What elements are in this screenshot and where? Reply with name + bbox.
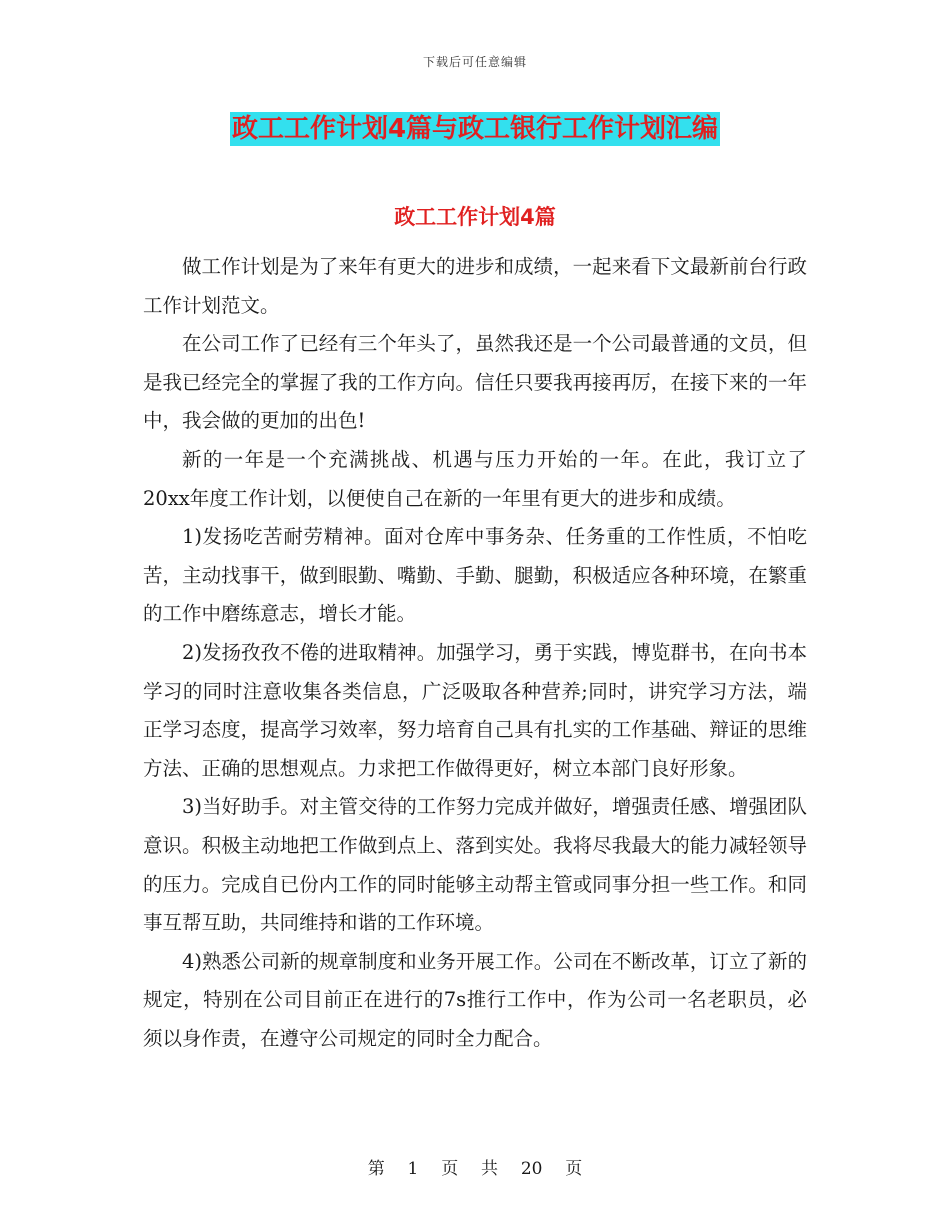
footer-current-page: 1	[407, 1159, 419, 1179]
paragraph: 在公司工作了已经有三个年头了，虽然我还是一个公司最普通的文员，但是我已经完全的掌握了我的工作方向。信任只要我再接再厉，在接下来的一年中，我会做的更加的出色!	[143, 332, 807, 433]
page-footer	[0, 1154, 950, 1179]
document-title-container	[0, 112, 950, 146]
document-body	[143, 248, 807, 1058]
footer-suffix: 页	[565, 1159, 583, 1179]
footer-page-unit: 页	[441, 1159, 459, 1179]
footer-prefix: 第	[367, 1159, 385, 1179]
page-header-note: 下载后可任意编辑	[422, 55, 527, 69]
paragraph: 1)发扬吃苦耐劳精神。面对仓库中事务杂、任务重的工作性质，不怕吃苦，主动找事干，做到眼勤、嘴勤、手勤、腿勤，积极适应各种环境，在繁重的工作中磨练意志，增长才能。	[143, 525, 807, 626]
section-title: 政工工作计划4篇	[394, 205, 556, 229]
document-title: 政工工作计划4篇与政工银行工作计划汇编	[231, 114, 719, 144]
paragraph: 3)当好助手。对主管交待的工作努力完成并做好，增强责任感、增强团队意识。积极主动地把工作做到点上、落到实处。我将尽我最大的能力减轻领导的压力。完成自已份内工作的同时能够主动帮主管或同事分担一些工作。和同事互帮互助，共同维持和谐的工作环境。	[143, 795, 807, 935]
paragraph: 新的一年是一个充满挑战、机遇与压力开始的一年。在此，我订立了20xx年度工作计划，以便使自己在新的一年里有更大的进步和成绩。	[143, 447, 807, 510]
footer-total-prefix: 共	[481, 1159, 498, 1179]
paragraph: 做工作计划是为了来年有更大的进步和成绩，一起来看下文最新前台行政工作计划范文。	[143, 255, 807, 317]
footer-total-pages: 20	[520, 1159, 543, 1179]
paragraph: 2)发扬孜孜不倦的进取精神。加强学习，勇于实践，博览群书，在向书本学习的同时注意收集各类信息，广泛吸取各种营养;同时，讲究学习方法，端正学习态度，提高学习效率，努力培育自己具有扎实的工作基础、辩证的思维方法、正确的思想观点。力求把工作做得更好，树立本部门良好形象。	[143, 640, 807, 780]
paragraph: 4)熟悉公司新的规章制度和业务开展工作。公司在不断改革，订立了新的规定，特别在公司目前正在进行的7s推行工作中，作为公司一名老职员，必须以身作责，在遵守公司规定的同时全力配合。	[143, 949, 807, 1050]
